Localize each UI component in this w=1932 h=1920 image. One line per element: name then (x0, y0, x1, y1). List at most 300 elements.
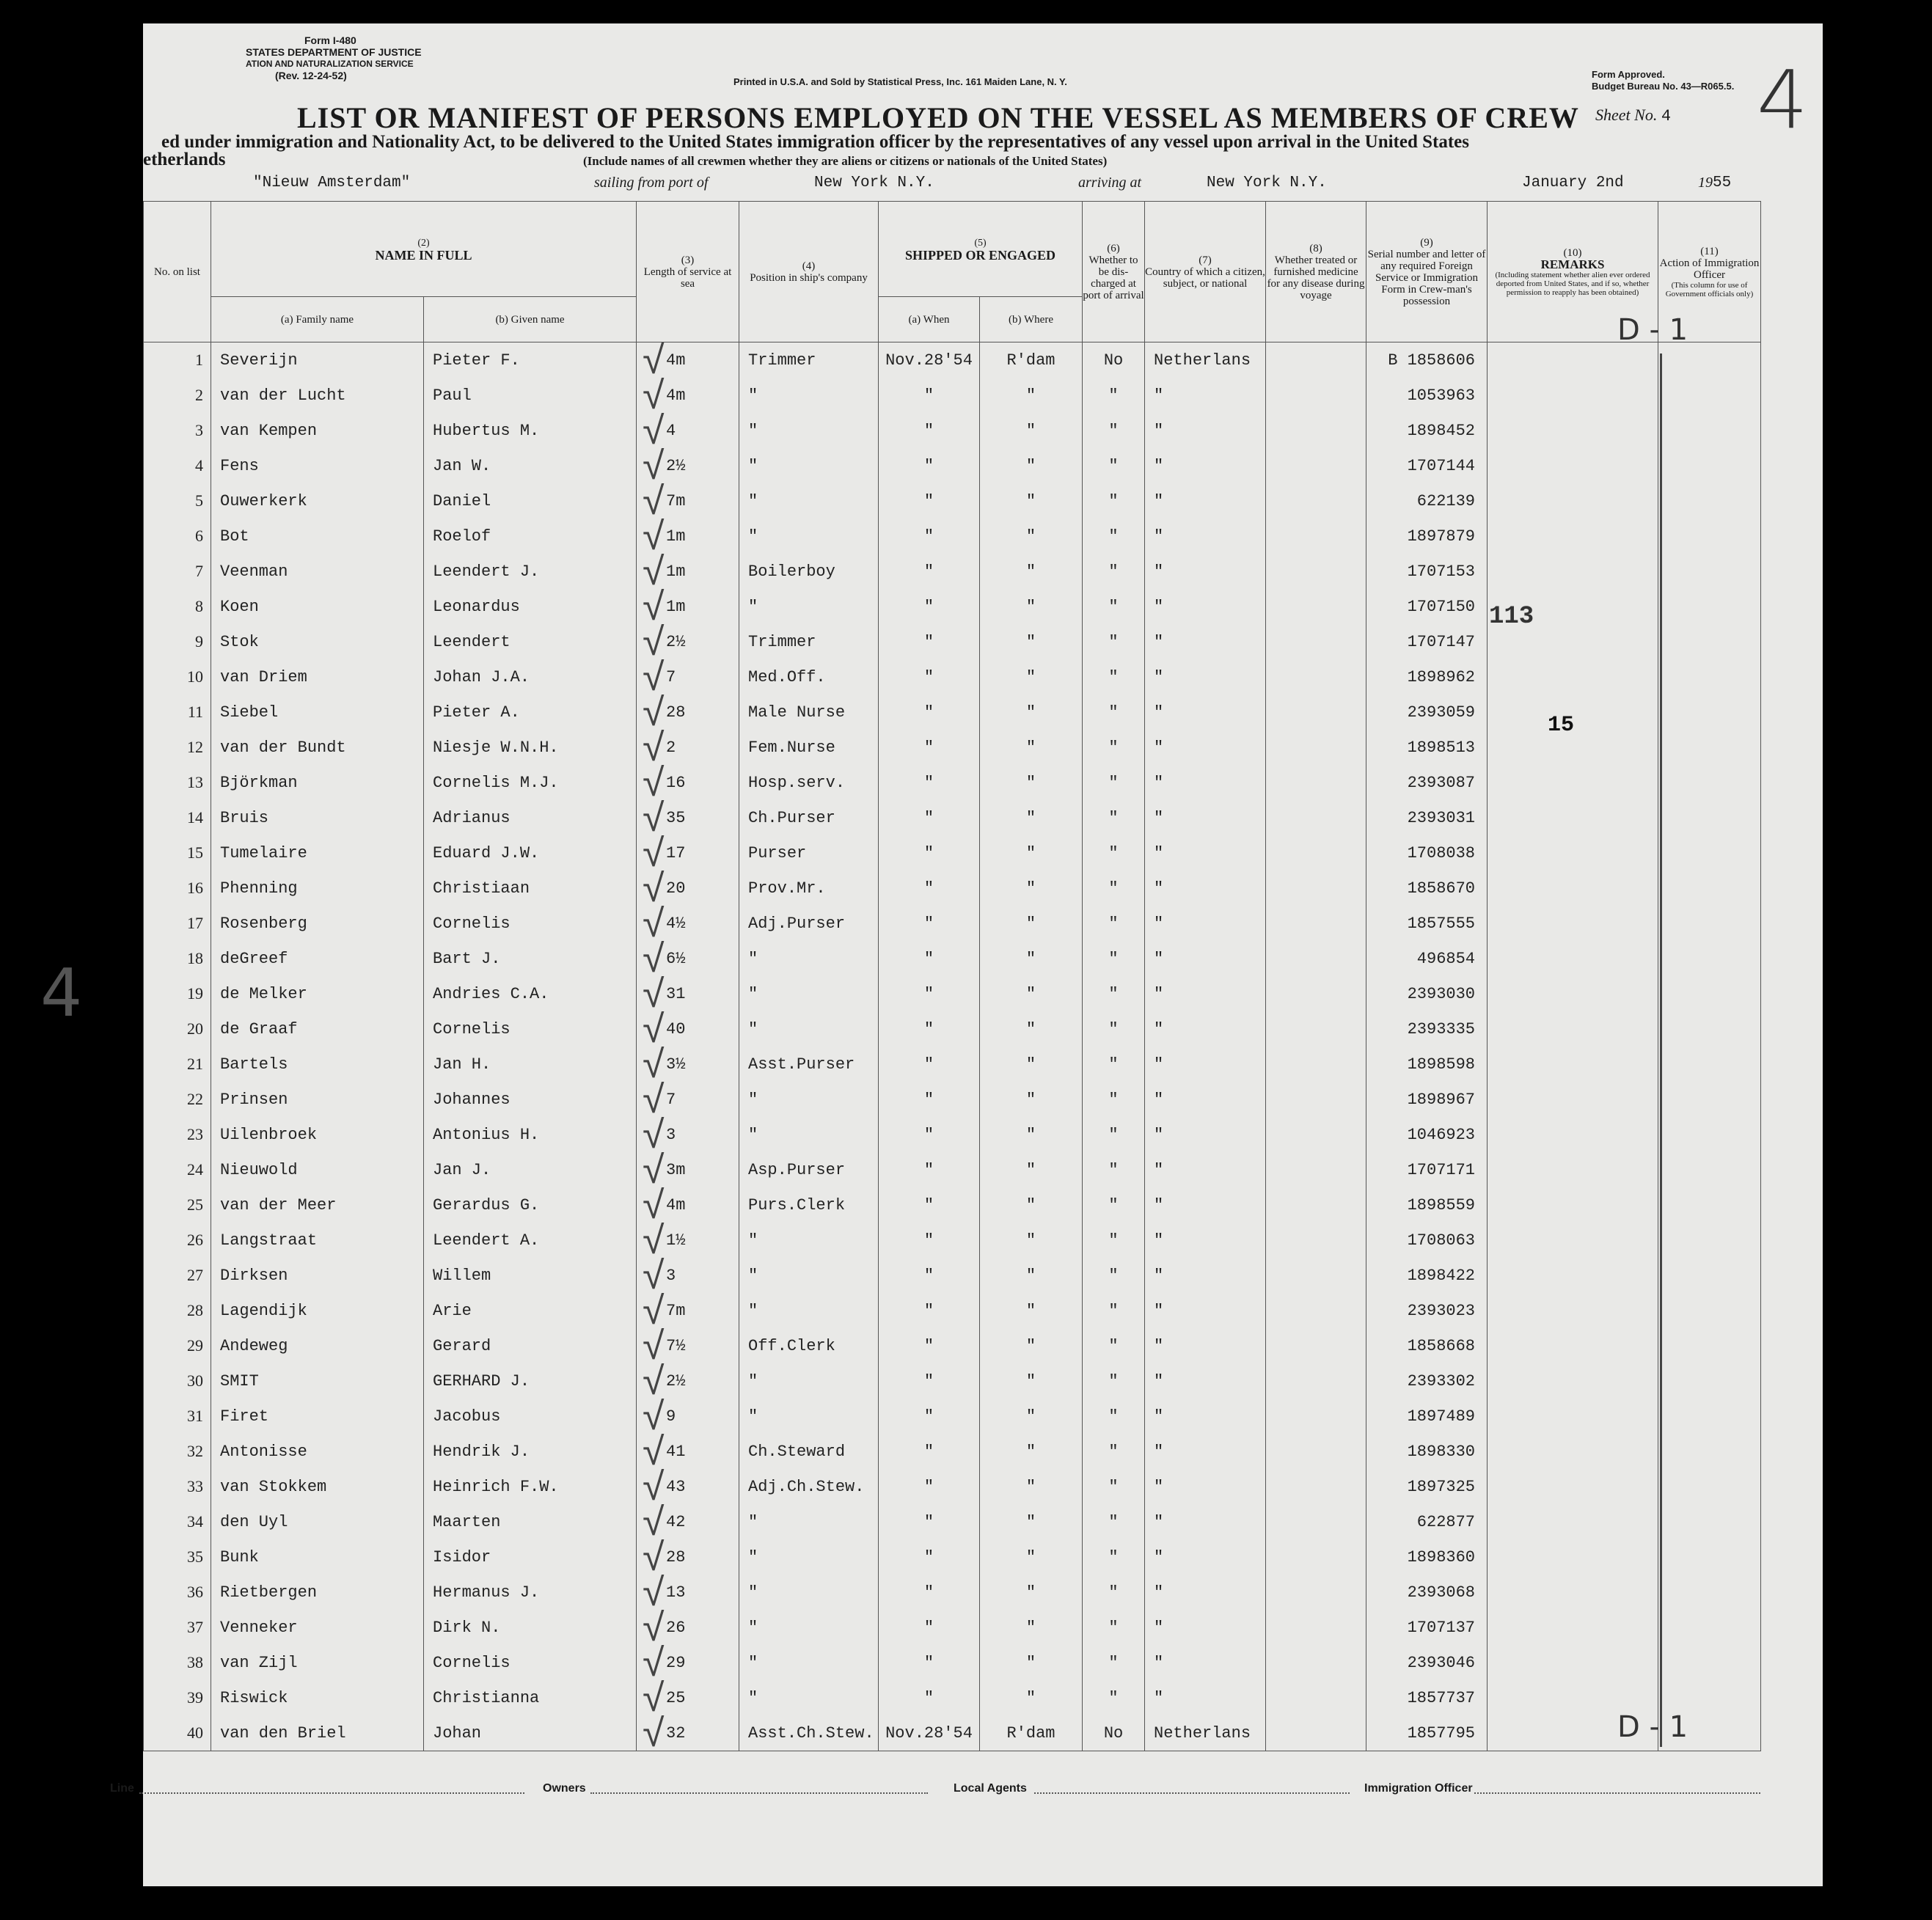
cell-disch: " (1083, 695, 1145, 730)
cell-empty (1658, 1258, 1761, 1293)
cell-service (637, 1011, 739, 1047)
table-row (144, 483, 1761, 519)
cell-family: SMIT (211, 1363, 424, 1399)
cell-where: " (980, 1504, 1083, 1539)
table-row (144, 1047, 1761, 1082)
cell-no: 40 (144, 1715, 211, 1751)
cell-country: " (1145, 589, 1266, 624)
cell-disch: " (1083, 483, 1145, 519)
cell-empty (1488, 1152, 1658, 1187)
cell-country: " (1145, 1469, 1266, 1504)
col-action-label: Action of Immigration Officer (1659, 257, 1760, 281)
cell-no: 15 (144, 835, 211, 871)
service-value: 43 (666, 1477, 686, 1496)
cell-given: Maarten (424, 1504, 637, 1539)
cell-empty (1266, 624, 1366, 659)
cell-no: 26 (144, 1223, 211, 1258)
service-value: 6½ (666, 949, 686, 968)
cell-no: 20 (144, 1011, 211, 1047)
cell-disch: " (1083, 659, 1145, 695)
cell-given: Johan J.A. (424, 659, 637, 695)
cell-empty (1488, 378, 1658, 413)
service-value: 1m (666, 527, 686, 546)
corner-sheet-mark: 4 (1757, 53, 1808, 147)
service-value: 17 (666, 843, 686, 862)
cell-no: 31 (144, 1399, 211, 1434)
cell-no: 1 (144, 342, 211, 378)
cell-when: " (879, 378, 980, 413)
cell-serial: 1857555 (1366, 906, 1488, 941)
cell-service (637, 448, 739, 483)
cell-country: " (1145, 1539, 1266, 1575)
cell-serial: 1898513 (1366, 730, 1488, 765)
cell-country: " (1145, 448, 1266, 483)
cell-where: " (980, 589, 1083, 624)
cell-where: " (980, 659, 1083, 695)
cell-given: GERHARD J. (424, 1363, 637, 1399)
cell-given: Adrianus (424, 800, 637, 835)
cell-country: " (1145, 1152, 1266, 1187)
table-row (144, 871, 1761, 906)
cell-empty (1658, 1152, 1761, 1187)
cell-given: Cornelis (424, 906, 637, 941)
cell-no: 34 (144, 1504, 211, 1539)
cell-serial: 1707171 (1366, 1152, 1488, 1187)
cell-service (637, 1504, 739, 1539)
checkmark-icon: √ (643, 1223, 665, 1258)
cell-no: 16 (144, 871, 211, 906)
cell-empty (1658, 1223, 1761, 1258)
service-value: 4m (666, 351, 686, 370)
cell-empty (1266, 1469, 1366, 1504)
cell-service (637, 1187, 739, 1223)
cell-serial: 1858668 (1366, 1328, 1488, 1363)
cell-given: Christianna (424, 1680, 637, 1715)
sailing-port: New York N.Y. (814, 175, 934, 191)
cell-empty (1658, 1187, 1761, 1223)
cell-empty (1658, 659, 1761, 695)
cell-where: " (980, 1047, 1083, 1082)
cell-no: 3 (144, 413, 211, 448)
col-3-number: (3) (681, 254, 695, 266)
cell-disch: " (1083, 835, 1145, 871)
cell-where: " (980, 1363, 1083, 1399)
cell-disch: " (1083, 1152, 1145, 1187)
col-medicine (1266, 202, 1366, 342)
cell-position: " (739, 589, 879, 624)
cell-empty (1266, 1258, 1366, 1293)
footer-line-blank (139, 1792, 524, 1794)
cell-no: 18 (144, 941, 211, 976)
cell-position: " (739, 1293, 879, 1328)
cell-serial: 622139 (1366, 483, 1488, 519)
cell-position: " (739, 1610, 879, 1645)
cell-disch: " (1083, 1680, 1145, 1715)
cell-given: Cornelis M.J. (424, 765, 637, 800)
cell-service (637, 835, 739, 871)
cell-family: van Zijl (211, 1645, 424, 1680)
cell-position: " (739, 1258, 879, 1293)
cell-serial: 2393335 (1366, 1011, 1488, 1047)
cell-when: " (879, 483, 980, 519)
cell-no: 17 (144, 906, 211, 941)
service-value: 13 (666, 1583, 686, 1602)
cell-service (637, 1363, 739, 1399)
cell-when: " (879, 1223, 980, 1258)
table-row (144, 1258, 1761, 1293)
cell-service (637, 1469, 739, 1504)
service-value: 26 (666, 1618, 686, 1637)
cell-no: 24 (144, 1152, 211, 1187)
cell-when: Nov.28'54 (879, 342, 980, 378)
cell-disch: " (1083, 1258, 1145, 1293)
binder-hole (75, 1061, 106, 1092)
cell-where: " (980, 871, 1083, 906)
cell-serial: 1898598 (1366, 1047, 1488, 1082)
cell-where: " (980, 448, 1083, 483)
cell-position: " (739, 1363, 879, 1399)
cell-family: Riswick (211, 1680, 424, 1715)
col-discharged (1083, 202, 1145, 342)
table-row (144, 1082, 1761, 1117)
cell-empty (1658, 1469, 1761, 1504)
cell-given: Cornelis (424, 1645, 637, 1680)
service-value: 7m (666, 491, 686, 510)
cell-family: van der Meer (211, 1187, 424, 1223)
cell-position: Ch.Purser (739, 800, 879, 835)
checkmark-icon: √ (643, 342, 665, 378)
cell-where: " (980, 1434, 1083, 1469)
cell-empty (1488, 1223, 1658, 1258)
checkmark-icon: √ (643, 659, 665, 695)
cell-service (637, 1434, 739, 1469)
cell-where: " (980, 765, 1083, 800)
cell-given: Leendert (424, 624, 637, 659)
table-row (144, 413, 1761, 448)
cell-serial: 1898559 (1366, 1187, 1488, 1223)
cell-disch: No (1083, 342, 1145, 378)
table-row (144, 1434, 1761, 1469)
cell-when: " (879, 1575, 980, 1610)
cell-serial: 1707137 (1366, 1610, 1488, 1645)
cell-empty (1266, 342, 1366, 378)
table-row (144, 1187, 1761, 1223)
cell-position: Prov.Mr. (739, 871, 879, 906)
cell-position: " (739, 1539, 879, 1575)
service-value: 7 (666, 1090, 676, 1109)
cell-service (637, 589, 739, 624)
cell-given: Christiaan (424, 871, 637, 906)
sheet-value: 4 (1661, 107, 1672, 125)
cell-empty (1266, 1434, 1366, 1469)
cell-given: Arie (424, 1293, 637, 1328)
cell-family: Fens (211, 448, 424, 483)
cell-when: " (879, 941, 980, 976)
cell-empty (1658, 1645, 1761, 1680)
approved-label: Form Approved. (1592, 69, 1665, 80)
cell-position: Trimmer (739, 624, 879, 659)
cell-empty (1658, 448, 1761, 483)
cell-no: 14 (144, 800, 211, 835)
cell-empty (1658, 906, 1761, 941)
cell-empty (1488, 1575, 1658, 1610)
checkmark-icon: √ (643, 483, 665, 519)
service-value: 3m (666, 1160, 686, 1179)
crew-rows (144, 342, 1761, 1751)
cell-position: Purs.Clerk (739, 1187, 879, 1223)
cell-given: Johan (424, 1715, 637, 1751)
cell-when: " (879, 695, 980, 730)
cell-given: Jan H. (424, 1047, 637, 1082)
footer-line-label: Line (110, 1782, 134, 1795)
cell-country: " (1145, 1223, 1266, 1258)
form-id-block (246, 34, 422, 81)
cell-when: " (879, 1645, 980, 1680)
cell-family: Björkman (211, 765, 424, 800)
cell-disch: " (1083, 519, 1145, 554)
cell-position: " (739, 1504, 879, 1539)
cell-service (637, 941, 739, 976)
cell-where: " (980, 1293, 1083, 1328)
cell-empty (1658, 554, 1761, 589)
col-7-number: (7) (1199, 254, 1212, 266)
cell-country: " (1145, 554, 1266, 589)
cell-family: Phenning (211, 871, 424, 906)
cell-service (637, 1715, 739, 1751)
cell-empty (1658, 519, 1761, 554)
cell-family: van Stokkem (211, 1469, 424, 1504)
table-row (144, 800, 1761, 835)
cell-family: Bunk (211, 1539, 424, 1575)
table-row (144, 1504, 1761, 1539)
col-medicine-label: Whether treated or furnished medicine for any disease during voyage (1267, 254, 1365, 301)
margin-handwritten-4: 4 (40, 955, 83, 1032)
cell-where: " (980, 1152, 1083, 1187)
cell-family: Dirksen (211, 1258, 424, 1293)
cell-when: " (879, 448, 980, 483)
cell-when: " (879, 765, 980, 800)
cell-empty (1488, 1610, 1658, 1645)
cell-disch: " (1083, 730, 1145, 765)
col-service-label: Length of service at sea (643, 265, 732, 290)
vessel-nationality: etherlands (143, 150, 226, 169)
cell-empty (1658, 1434, 1761, 1469)
cell-empty (1488, 1539, 1658, 1575)
cell-country: " (1145, 624, 1266, 659)
cell-disch: " (1083, 1504, 1145, 1539)
cell-disch: " (1083, 1082, 1145, 1117)
cell-where: " (980, 378, 1083, 413)
cell-service (637, 342, 739, 378)
cell-given: Eduard J.W. (424, 835, 637, 871)
col-2-number: (2) (417, 237, 430, 249)
cell-where: " (980, 1187, 1083, 1223)
cell-empty (1266, 1082, 1366, 1117)
service-value: 35 (666, 808, 686, 827)
cell-empty (1266, 1399, 1366, 1434)
cell-no: 4 (144, 448, 211, 483)
cell-no: 37 (144, 1610, 211, 1645)
cell-empty (1266, 871, 1366, 906)
cell-serial: 1707150 (1366, 589, 1488, 624)
cell-family: Ouwerkerk (211, 483, 424, 519)
cell-given: Pieter A. (424, 695, 637, 730)
col-name-label: NAME IN FULL (375, 247, 472, 263)
cell-serial: 1708063 (1366, 1223, 1488, 1258)
cell-empty (1488, 1434, 1658, 1469)
cell-empty (1266, 1575, 1366, 1610)
cell-position: " (739, 413, 879, 448)
cell-where: " (980, 1575, 1083, 1610)
cell-where: R'dam (980, 1715, 1083, 1751)
table-row (144, 1399, 1761, 1434)
cell-where: " (980, 1399, 1083, 1434)
cell-family: Prinsen (211, 1082, 424, 1117)
cell-family: Antonisse (211, 1434, 424, 1469)
cell-position: Purser (739, 835, 879, 871)
arrival-date: January 2nd (1522, 175, 1624, 191)
cell-service (637, 1680, 739, 1715)
cell-empty (1488, 1082, 1658, 1117)
cell-country: " (1145, 413, 1266, 448)
cell-no: 19 (144, 976, 211, 1011)
cell-family: Lagendijk (211, 1293, 424, 1328)
cell-serial: 2393087 (1366, 765, 1488, 800)
col-family: (a) Family name (211, 297, 424, 342)
cell-empty (1658, 483, 1761, 519)
table-row (144, 1011, 1761, 1047)
cell-disch: No (1083, 1715, 1145, 1751)
cell-country: " (1145, 1363, 1266, 1399)
cell-disch: " (1083, 448, 1145, 483)
table-row (144, 519, 1761, 554)
voyage-details (143, 169, 1757, 198)
checkmark-icon: √ (643, 624, 665, 659)
form-approved (1592, 69, 1734, 92)
cell-empty (1266, 1152, 1366, 1187)
cell-family: Siebel (211, 695, 424, 730)
cell-when: " (879, 1117, 980, 1152)
cell-when: " (879, 1399, 980, 1434)
cell-given: Leonardus (424, 589, 637, 624)
cell-where: " (980, 1645, 1083, 1680)
service-value: 7 (666, 667, 676, 686)
checkmark-icon: √ (643, 1011, 665, 1047)
cell-empty (1266, 765, 1366, 800)
cell-serial: 1897489 (1366, 1399, 1488, 1434)
cell-country: " (1145, 941, 1266, 976)
cell-given: Jacobus (424, 1399, 637, 1434)
checkmark-icon: √ (643, 1399, 665, 1434)
col-remarks-note: (Including statement whether alien ever ordered deported from United States, and if so, whether permission to reapply has been obtained) (1495, 270, 1650, 297)
sailing-label: sailing from port of (594, 175, 709, 191)
checkmark-icon: √ (643, 1715, 665, 1751)
cell-country: " (1145, 1187, 1266, 1223)
cell-when: " (879, 800, 980, 835)
cell-serial: 1708038 (1366, 835, 1488, 871)
service-value: 2½ (666, 456, 686, 475)
cell-service (637, 800, 739, 835)
col-serial (1366, 202, 1488, 342)
cell-where: " (980, 1539, 1083, 1575)
cell-empty (1266, 378, 1366, 413)
cell-when: " (879, 871, 980, 906)
cell-empty (1658, 765, 1761, 800)
cell-position: Asst.Purser (739, 1047, 879, 1082)
service-value: 28 (666, 703, 686, 722)
cell-family: Bruis (211, 800, 424, 835)
cell-empty (1488, 765, 1658, 800)
cell-empty (1488, 448, 1658, 483)
cell-empty (1658, 1363, 1761, 1399)
cell-service (637, 1117, 739, 1152)
cell-no: 29 (144, 1328, 211, 1363)
cell-empty (1266, 1223, 1366, 1258)
cell-serial: 1898452 (1366, 413, 1488, 448)
cell-given: Pieter F. (424, 342, 637, 378)
cell-serial: 1053963 (1366, 378, 1488, 413)
col-service (637, 202, 739, 342)
cell-given: Dirk N. (424, 1610, 637, 1645)
cell-position: " (739, 1082, 879, 1117)
cell-service (637, 1399, 739, 1434)
cell-position: Hosp.serv. (739, 765, 879, 800)
table-row (144, 1117, 1761, 1152)
cell-disch: " (1083, 589, 1145, 624)
checkmark-icon: √ (643, 1504, 665, 1539)
cell-empty (1266, 1011, 1366, 1047)
checkmark-icon: √ (643, 1152, 665, 1187)
cell-disch: " (1083, 1047, 1145, 1082)
cell-empty (1266, 1363, 1366, 1399)
cell-empty (1488, 941, 1658, 976)
year-prefix: 19 (1698, 175, 1713, 191)
service-value: 3½ (666, 1055, 686, 1074)
cell-no: 2 (144, 378, 211, 413)
cell-disch: " (1083, 906, 1145, 941)
cell-disch: " (1083, 413, 1145, 448)
cell-empty (1658, 1610, 1761, 1645)
sheet-number (1595, 106, 1671, 125)
cell-service (637, 624, 739, 659)
service-value: 28 (666, 1547, 686, 1567)
table-row (144, 765, 1761, 800)
cell-when: " (879, 624, 980, 659)
service-value: 2 (666, 738, 676, 757)
cell-when: " (879, 1258, 980, 1293)
service-value: 2½ (666, 632, 686, 651)
cell-position: Adj.Purser (739, 906, 879, 941)
cell-service (637, 1293, 739, 1328)
revision: (Rev. 12-24-52) (275, 70, 347, 81)
cell-given: Daniel (424, 483, 637, 519)
service-value: 20 (666, 879, 686, 898)
cell-service (637, 1328, 739, 1363)
cell-where: " (980, 1258, 1083, 1293)
cell-family: deGreef (211, 941, 424, 976)
cell-country: " (1145, 1504, 1266, 1539)
form-number: Form I-480 (304, 34, 356, 46)
cell-no: 30 (144, 1363, 211, 1399)
cell-where: " (980, 1117, 1083, 1152)
cell-empty (1658, 1575, 1761, 1610)
cell-empty (1488, 519, 1658, 554)
cell-serial: B 1858606 (1366, 342, 1488, 378)
cell-position: Asp.Purser (739, 1152, 879, 1187)
cell-position: " (739, 378, 879, 413)
cell-no: 13 (144, 765, 211, 800)
cell-when: " (879, 554, 980, 589)
